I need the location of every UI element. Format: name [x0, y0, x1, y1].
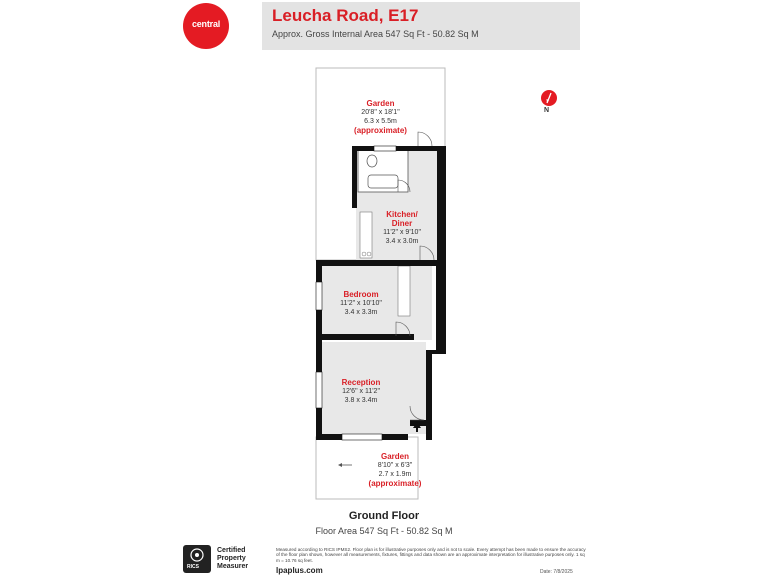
hall-floor	[412, 262, 432, 340]
toilet-icon	[367, 155, 377, 167]
disclaimer-text: Measured according to RICS IPMS2. Floor plan is for illustrative purposes only and is not to scale. Every attempt has been made to ensure the accuracy of the floor plan shown, however all measurements, fixtures, fittings and data shown are an approximate interpretation for illustrative purposes only. 1 sq m = 10.76 sq feet.	[276, 547, 586, 563]
window-bedroom	[316, 282, 322, 310]
bedroom-label: Bedroom 11'2" x 10'10" 3.4 x 3.3m	[340, 290, 382, 316]
rear-garden-label: Garden 20'8" x 18'1" 6.3 x 5.5m (approximate)	[354, 99, 407, 135]
reception-label: Reception 12'6" x 11'2" 3.8 x 3.4m	[341, 378, 381, 404]
page-title: Leucha Road, E17	[272, 6, 419, 25]
front-garden-label: Garden 8'10" x 6'3" 2.7 x 1.9m (approximate)	[368, 452, 422, 488]
plan-date: Date: 7/8/2025	[540, 569, 573, 575]
rics-badge-text: RICS	[187, 564, 199, 570]
compass-north-label: N	[544, 107, 550, 114]
floor-area: Floor Area 547 Sq Ft - 50.82 Sq M	[315, 526, 453, 536]
rics-logo	[183, 545, 211, 573]
window-reception-side	[316, 372, 322, 408]
bath-icon	[368, 175, 398, 188]
rics-label: Certified Property Measurer	[217, 547, 249, 570]
kitchen-label: Kitchen/ Diner 11'2" x 9'10" 3.4 x 3.0m	[383, 210, 421, 245]
brand-name: central	[191, 19, 221, 29]
page-subtitle: Approx. Gross Internal Area 547 Sq Ft - 50.82 Sq M	[272, 29, 479, 39]
kitchen-counter	[360, 212, 372, 258]
website-link[interactable]: lpaplus.com	[276, 566, 323, 575]
wardrobe	[398, 266, 410, 316]
window-reception-front	[342, 434, 382, 440]
floor-title: Ground Floor	[348, 510, 420, 522]
rics-certification	[183, 545, 263, 573]
window-rear	[374, 146, 396, 151]
